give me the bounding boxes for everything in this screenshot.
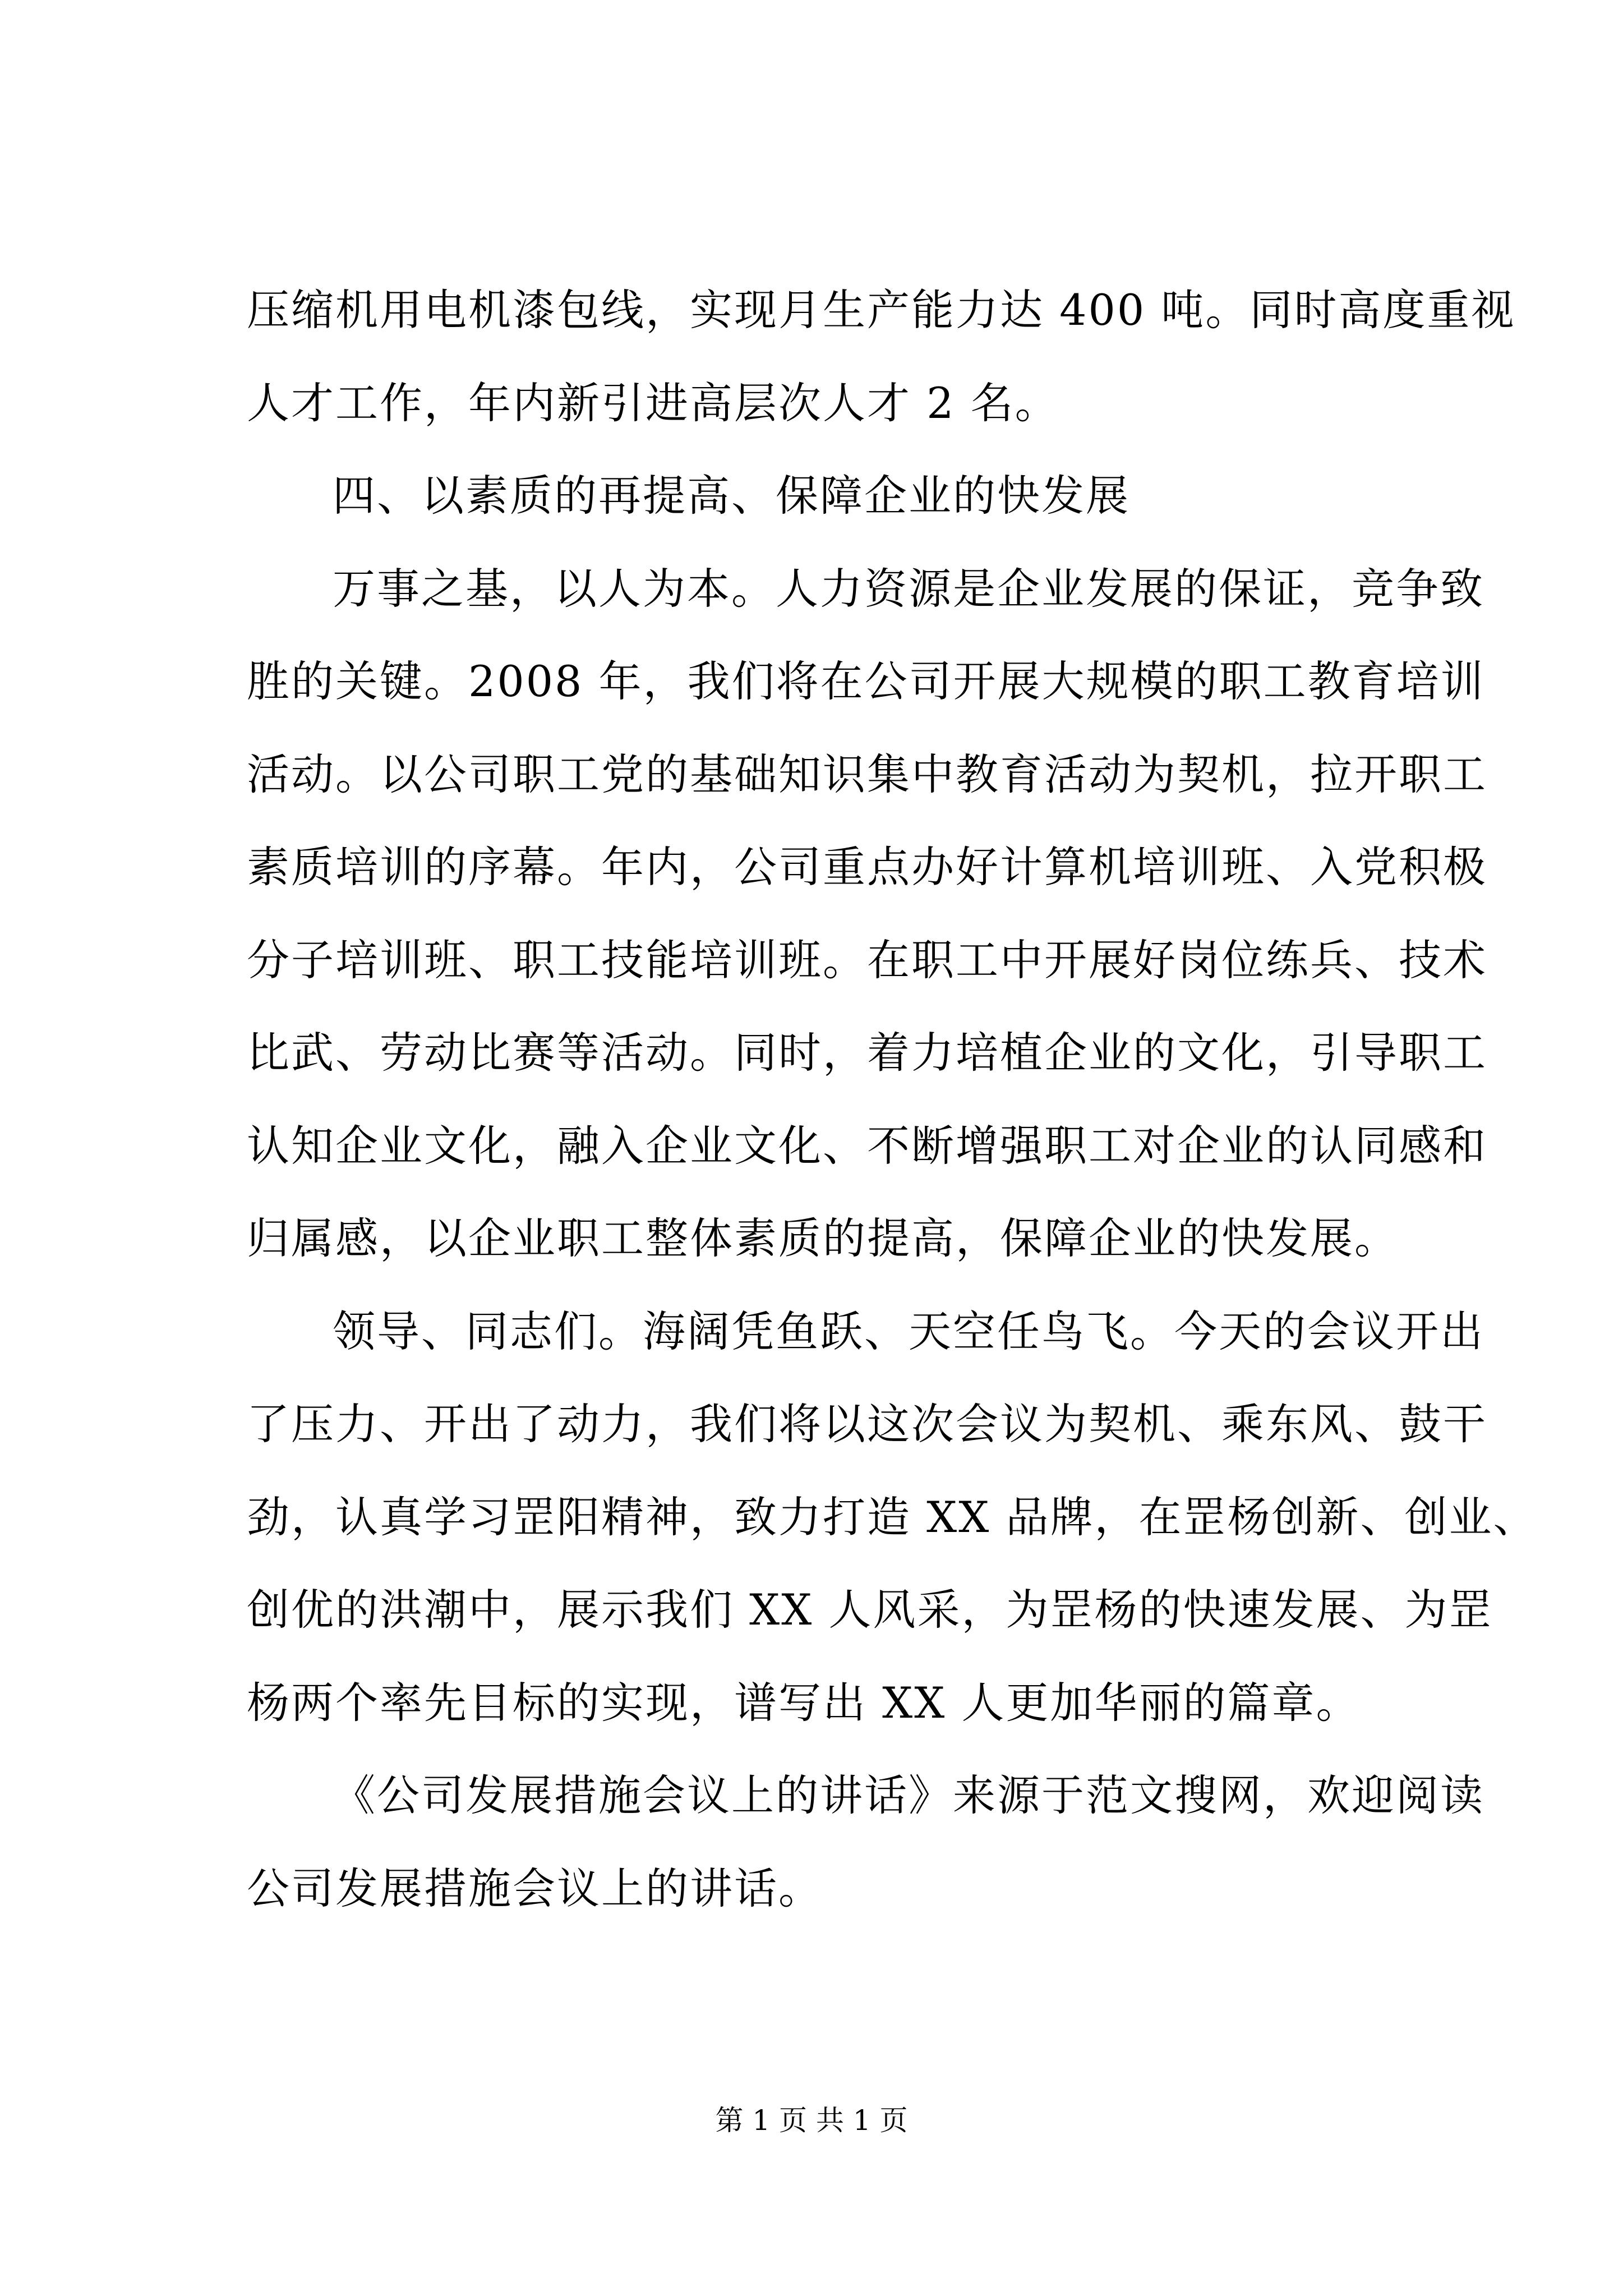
text-line: 劲，认真学习罡阳精神，致力打造 XX 品牌，在罡杨创新、创业、 bbox=[247, 1492, 1538, 1542]
text-line: 人才工作，年内新引进高层次人才 2 名。 bbox=[247, 378, 1059, 428]
page-number-footer: 第 1 页 共 1 页 bbox=[715, 2104, 908, 2137]
text-line: 领导、同志们。海阔凭鱼跃、天空任鸟飞。今天的会议开出 bbox=[333, 1306, 1484, 1356]
text-line: 分子培训班、职工技能培训班。在职工中开展好岗位练兵、技术 bbox=[247, 935, 1487, 985]
text-line: 归属感，以企业职工整体素质的提高，保障企业的快发展。 bbox=[247, 1213, 1399, 1263]
text-line: 创优的洪潮中，展示我们 XX 人风采，为罡杨的快速发展、为罡 bbox=[247, 1585, 1493, 1635]
document-body bbox=[247, 264, 1538, 1935]
text-line: 压缩机用电机漆包线，实现月生产能力达 400 吨。同时高度重视 bbox=[247, 285, 1516, 335]
section-heading: 四、以素质的再提高、保障企业的快发展 bbox=[333, 471, 1130, 521]
text-line: 万事之基，以人为本。人力资源是企业发展的保证，竞争致 bbox=[333, 563, 1484, 614]
text-line: 胜的关键。2008 年，我们将在公司开展大规模的职工教育培训 bbox=[247, 656, 1485, 706]
text-line: 公司发展措施会议上的讲话。 bbox=[247, 1863, 823, 1913]
text-line: 杨两个率先目标的实现，谱写出 XX 人更加华丽的篇章。 bbox=[247, 1677, 1361, 1728]
text-line: 活动。以公司职工党的基础知识集中教育活动为契机，拉开职工 bbox=[247, 749, 1487, 799]
text-line: 了压力、开出了动力，我们将以这次会议为契机、乘东风、鼓干 bbox=[247, 1399, 1487, 1449]
text-line: 《公司发展措施会议上的讲话》来源于范文搜网，欢迎阅读 bbox=[333, 1770, 1484, 1820]
text-line: 素质培训的序幕。年内，公司重点办好计算机培训班、入党积极 bbox=[247, 842, 1487, 892]
text-line: 比武、劳动比赛等活动。同时，着力培植企业的文化，引导职工 bbox=[247, 1028, 1487, 1078]
text-line: 认知企业文化，融入企业文化、不断增强职工对企业的认同感和 bbox=[247, 1120, 1487, 1171]
